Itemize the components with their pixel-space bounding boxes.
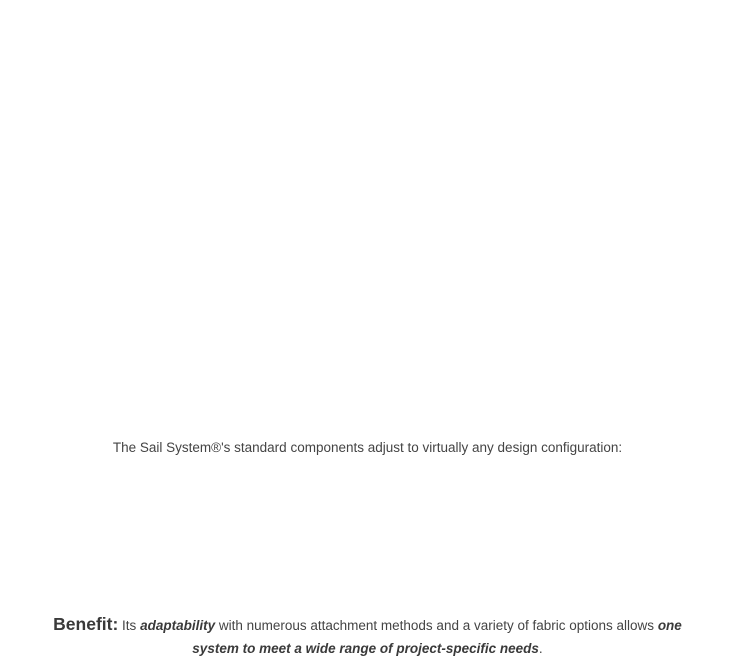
benefit-paragraph xyxy=(30,613,705,660)
intro-text: The Sail System®'s standard components adjust to virtually any design configuration: xyxy=(112,439,623,455)
benefit-emphasis-one-system: one system to meet a wide range of project-specific needs xyxy=(192,617,682,656)
benefit-emphasis-adaptability: adaptability xyxy=(140,617,216,633)
benefit-text-part2: with numerous attachment methods and a variety of fabric options allows xyxy=(215,617,658,633)
benefit-text-part1: Its xyxy=(118,617,141,633)
benefit-label: Benefit: xyxy=(53,613,119,634)
benefit-text-part3: . xyxy=(538,640,543,656)
